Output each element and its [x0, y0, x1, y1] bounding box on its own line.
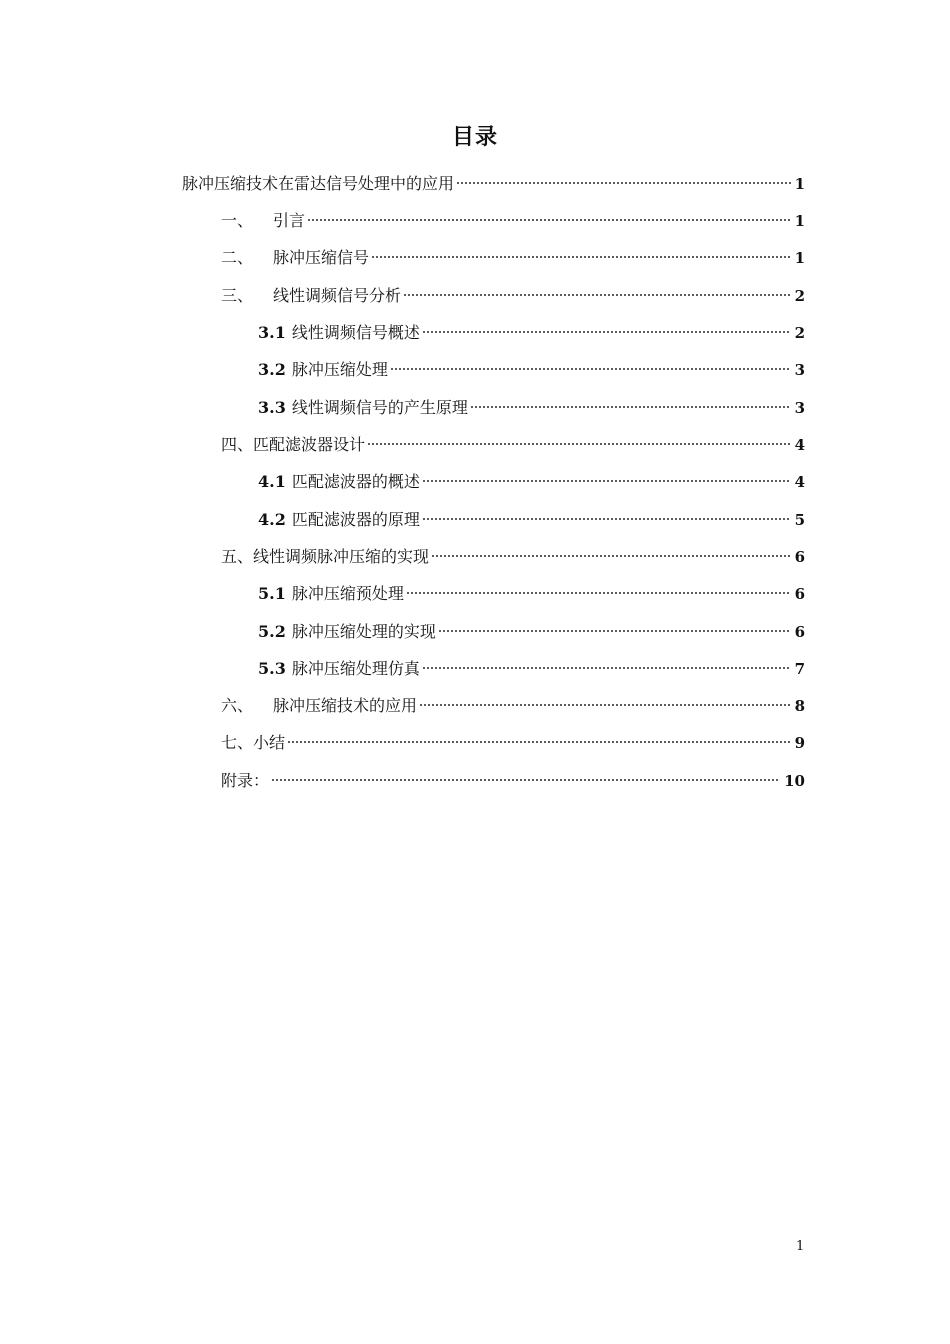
toc-entry[interactable] — [221, 209, 805, 233]
toc-entry-page: 4 — [794, 436, 805, 454]
toc-entry-label: 线性调频信号的产生原理 — [291, 398, 468, 417]
toc-entry-label: 引言 — [273, 211, 306, 230]
toc-entry-label: 脉冲压缩预处理 — [291, 584, 404, 603]
dot-leader — [367, 442, 791, 446]
section-number: 3.3 — [258, 398, 286, 417]
toc-entry[interactable] — [221, 694, 805, 718]
dot-leader — [422, 330, 791, 334]
toc-entry-label: 线性调频脉冲压缩的实现 — [253, 547, 430, 566]
toc-entry-label: 脉冲压缩处理 — [291, 360, 388, 379]
dot-leader — [271, 778, 780, 782]
dot-leader — [422, 517, 791, 521]
toc-entry[interactable] — [221, 731, 805, 755]
toc-entry[interactable] — [258, 582, 805, 606]
toc-entry-prefix: 四、 — [221, 435, 254, 454]
toc-entry-page: 2 — [794, 324, 805, 342]
toc-entry-prefix: 二、 — [221, 248, 254, 267]
toc-entry[interactable] — [258, 396, 805, 420]
toc-entry-page: 6 — [794, 585, 805, 603]
toc-entry-page: 10 — [784, 772, 805, 790]
toc-entry-label: 脉冲压缩信号 — [273, 248, 370, 267]
footer-page-number: 1 — [796, 1239, 805, 1254]
toc-entry-label: 脉冲压缩处理的实现 — [291, 622, 436, 641]
section-number: 5.1 — [258, 584, 286, 603]
toc-entry-label: 匹配滤波器的概述 — [291, 472, 420, 491]
toc-entry-label: 脉冲压缩技术的应用 — [273, 696, 418, 715]
dot-leader — [403, 293, 791, 297]
toc-entry-prefix: 三、 — [221, 286, 254, 305]
toc-entry-label: 线性调频信号分析 — [273, 286, 402, 305]
dot-leader — [438, 629, 791, 633]
dot-leader — [307, 218, 791, 222]
toc-entry[interactable] — [258, 657, 805, 681]
toc-entry[interactable] — [221, 769, 805, 793]
dot-leader — [431, 554, 791, 558]
dot-leader — [390, 367, 791, 371]
toc-entry[interactable] — [221, 246, 805, 270]
toc-entry-page: 7 — [794, 660, 805, 678]
dot-leader — [422, 479, 791, 483]
toc-entry[interactable] — [258, 508, 805, 532]
dot-leader — [419, 703, 791, 707]
toc-entry[interactable] — [221, 545, 805, 569]
toc-entry-page: 5 — [794, 511, 805, 529]
dot-leader — [371, 255, 791, 259]
toc-entry-label: 匹配滤波器的原理 — [291, 510, 420, 529]
toc-entry-page: 1 — [794, 249, 805, 267]
toc-entry-prefix: 六、 — [221, 696, 254, 715]
section-number: 4.2 — [258, 510, 286, 529]
section-number: 5.2 — [258, 622, 286, 641]
toc-entry-page: 2 — [794, 287, 805, 305]
toc-entry-page: 9 — [794, 734, 805, 752]
toc-entry[interactable] — [258, 620, 805, 644]
toc-entry-prefix: 五、 — [221, 547, 254, 566]
toc-entry[interactable] — [221, 433, 805, 457]
toc-entry[interactable] — [258, 321, 805, 345]
toc-entry[interactable] — [258, 358, 805, 382]
toc-entry-prefix: 七、 — [221, 733, 254, 752]
section-number: 5.3 — [258, 659, 286, 678]
toc-entry-label: 小结 — [253, 733, 286, 752]
dot-leader — [470, 405, 791, 409]
toc-entry[interactable] — [221, 284, 805, 308]
dot-leader — [287, 740, 791, 744]
toc-entry-label: 附录： — [221, 771, 270, 790]
toc-entry-page: 4 — [794, 473, 805, 491]
toc-entry-page: 6 — [794, 548, 805, 566]
section-number: 3.2 — [258, 360, 286, 379]
toc-entry-page: 1 — [794, 175, 805, 193]
section-number: 4.1 — [258, 472, 286, 491]
dot-leader — [406, 591, 791, 595]
toc-entry-prefix: 一、 — [221, 211, 254, 230]
toc-entry-page: 3 — [794, 361, 805, 379]
toc-entry-label: 脉冲压缩处理仿真 — [291, 659, 420, 678]
toc-entry[interactable] — [258, 470, 805, 494]
toc-entry-label: 脉冲压缩技术在雷达信号处理中的应用 — [182, 174, 455, 193]
section-number: 3.1 — [258, 323, 286, 342]
toc-title: 目录 — [451, 125, 498, 150]
toc-entry-page: 1 — [794, 212, 805, 230]
toc-entry-page: 8 — [794, 697, 805, 715]
toc-entry-label: 匹配滤波器设计 — [253, 435, 366, 454]
toc-entry-label: 线性调频信号概述 — [291, 323, 420, 342]
toc-entry-page: 6 — [794, 623, 805, 641]
toc-entry[interactable] — [182, 172, 805, 196]
toc-entry-page: 3 — [794, 399, 805, 417]
dot-leader — [456, 181, 791, 185]
dot-leader — [422, 666, 791, 670]
